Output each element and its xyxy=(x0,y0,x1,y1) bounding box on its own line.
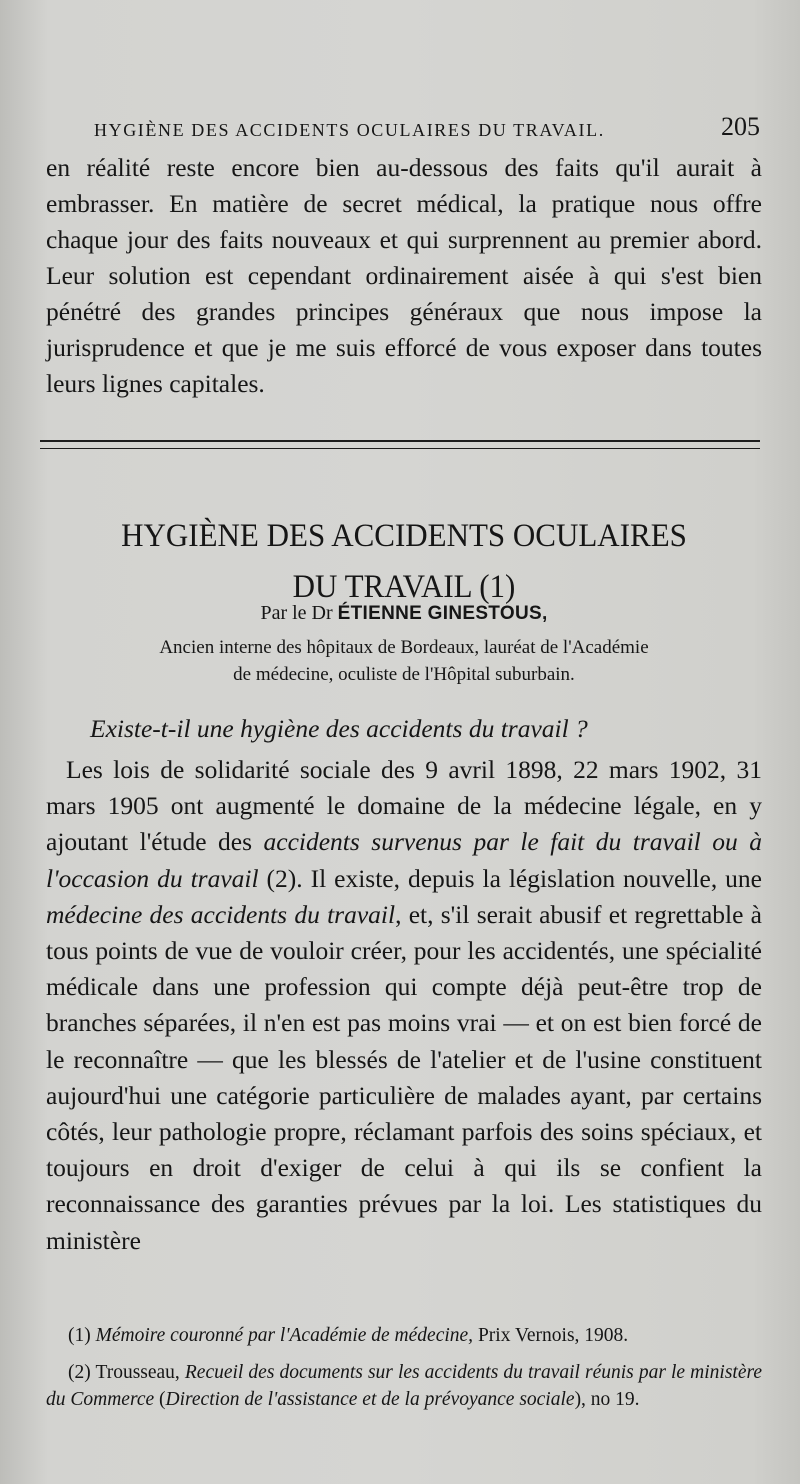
body-emphasis-1: accidents survenus par le fait du travail ou à l'occasion du travail xyxy=(46,827,762,893)
article-title xyxy=(46,510,762,612)
body-paragraph xyxy=(46,752,762,1259)
page-number: 205 xyxy=(721,112,760,141)
section-divider-thin xyxy=(40,448,760,449)
article-title-line-2: DU TRAVAIL (1) xyxy=(292,567,516,605)
body-text-part-3: , et, s'il serait abusif et regrettable à tous points de vue de vouloir créer, pour les accidentés, une spécialité médicale dans une profession qui compte déjà peut-être trop de branches séparées, il n'en est pas moins vrai — et on est bien forcé de le reconnaître — que les blessés de l'atelier et de l'usine constituent aujourd'hui une catégorie particulière de malades ayant, par certains côtés, leur pathologie propre, réclamant parfois des soins spéciaux, et toujours en droit d'exiger de celui à qui ils se confient la reconnaissance des garanties prévues par la loi. Les statistiques du ministère xyxy=(46,899,762,1255)
opening-question: Existe-t-il une hygiène des accidents du travail ? xyxy=(90,714,588,743)
footnote-2-lead: Trousseau, xyxy=(90,1362,185,1383)
body-text-part-2: (2). Il existe, depuis la législation nouvelle, une xyxy=(258,863,762,893)
footnote-1-rest: Prix Vernois, 1908. xyxy=(473,1325,629,1346)
body-text-part-1: Les lois de solidarité sociale des 9 avril 1898, 22 mars 1902, 31 mars 1905 ont augmenté le domaine de la médecine légale, en y ajoutant l'étude des xyxy=(46,755,762,857)
running-title: HYGIÈNE DES ACCIDENTS OCULAIRES DU TRAVAIL. xyxy=(94,120,605,140)
affiliation-line-2: de médecine, oculiste de l'Hôpital suburbain. xyxy=(233,664,575,685)
footnote-2-rest: ), no 19. xyxy=(574,1389,640,1410)
footnote-1-number: (1) xyxy=(68,1325,91,1346)
footnote-2-number: (2) xyxy=(68,1362,91,1383)
body-emphasis-2: médecine des accidents du travail xyxy=(46,899,396,929)
affiliation-line-1: Ancien interne des hôpitaux de Bordeaux, lauréat de l'Académie xyxy=(159,637,649,658)
author-affiliation xyxy=(40,634,768,688)
previous-article-paragraph: en réalité reste encore bien au-dessous des faits qu'il aurait à embrasser. En matière de secret médical, la pratique nous offre chaque jour des faits nouveaux et qui surprennent au premier abord. Leur solution est cependant ordinairement aisée à qui s'est bien pénétré des grandes principes généraux que nous impose la jurisprudence et que je me suis efforcé de vous exposer dans toutes leurs lignes capitales. xyxy=(46,153,762,398)
byline xyxy=(46,602,762,625)
footnote-2-italic-1: Recueil des documents sur les accidents du travail réunis par le ministère du Commerce xyxy=(46,1362,762,1410)
footnotes xyxy=(46,1322,762,1423)
footnote-1 xyxy=(46,1322,762,1349)
article-title-line-1: HYGIÈNE DES ACCIDENTS OCULAIRES xyxy=(121,516,687,554)
footnote-2-italic-2: Direction de l'assistance et de la prévoyance sociale xyxy=(165,1389,575,1410)
footnote-1-italic: Mémoire couronné par l'Académie de médecine, xyxy=(95,1325,474,1346)
footnote-2 xyxy=(46,1359,762,1413)
footnote-2-mid: ( xyxy=(154,1389,166,1410)
running-header xyxy=(94,110,770,150)
section-divider-thick xyxy=(40,440,760,442)
author-name: ÉTIENNE GINESTOUS, xyxy=(337,603,548,624)
byline-prefix: Par le Dr xyxy=(260,602,333,624)
